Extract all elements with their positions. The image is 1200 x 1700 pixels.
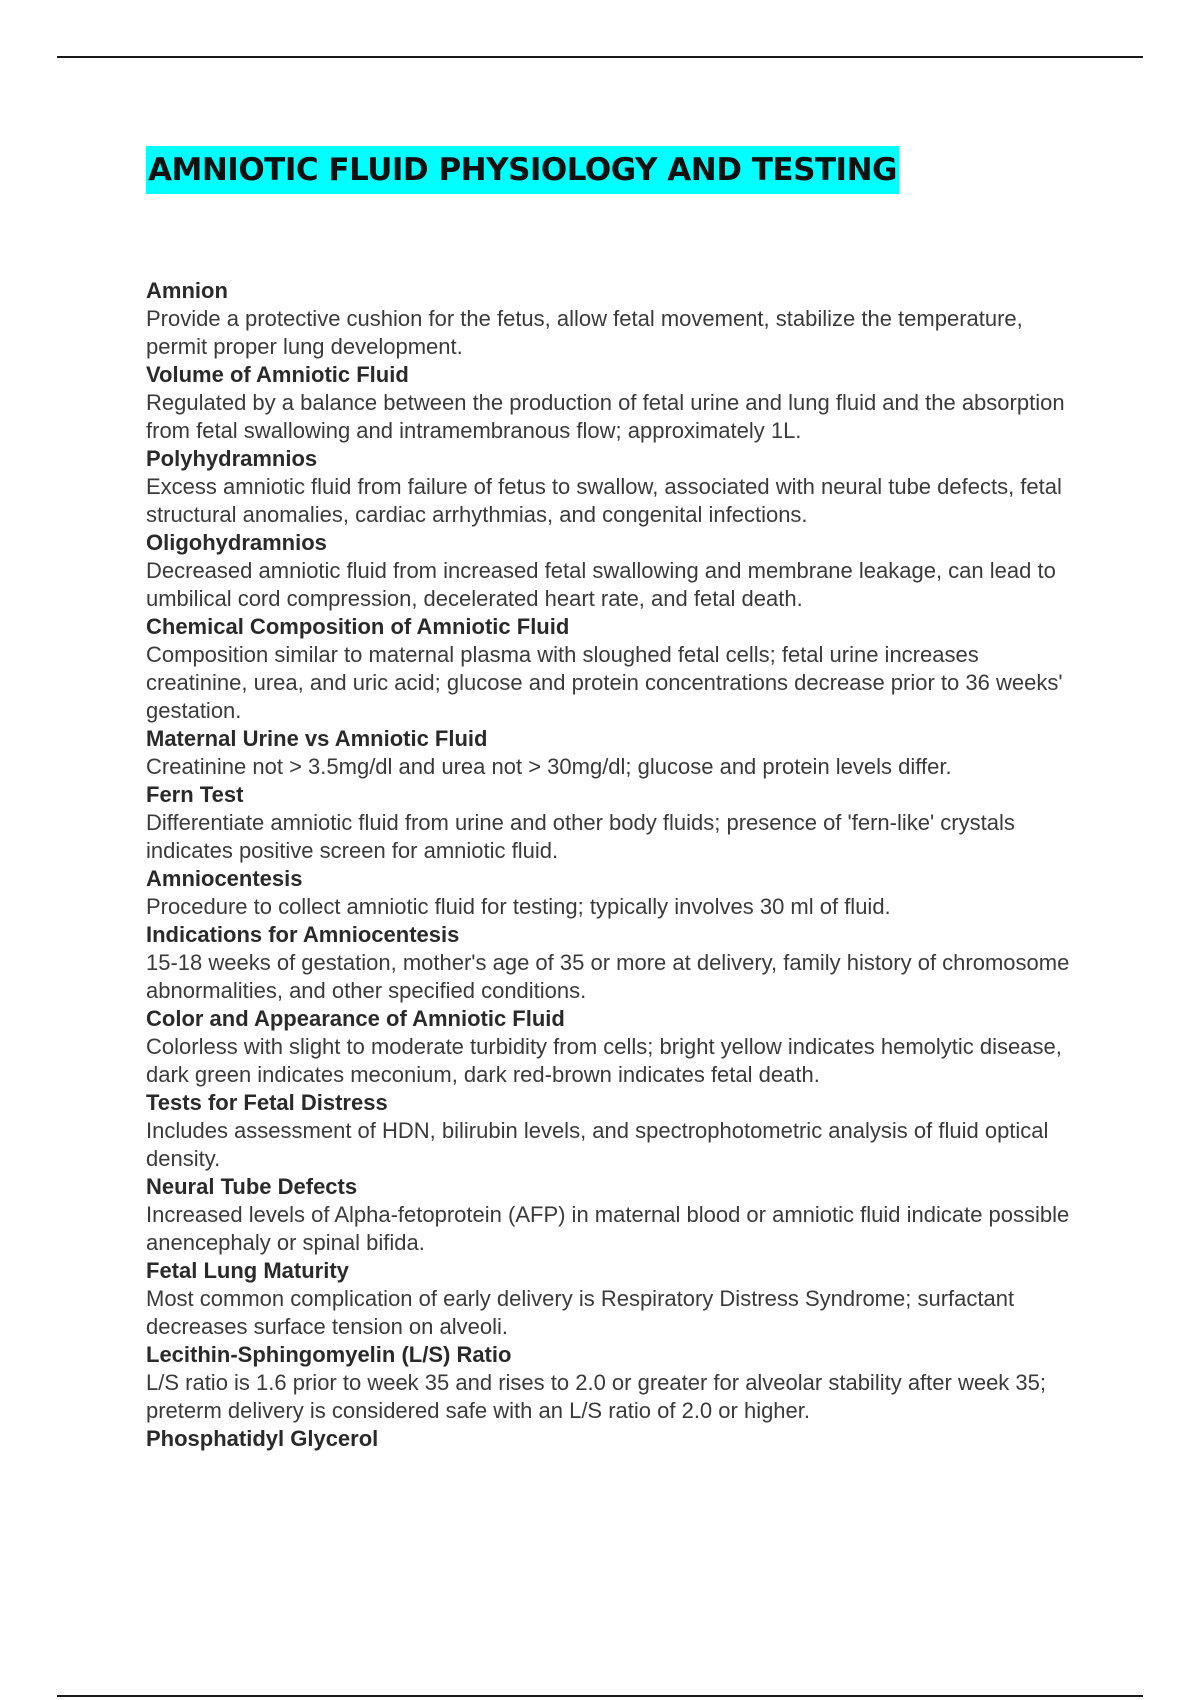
entry-definition: Regulated by a balance between the production of fetal urine and lung fluid and the absorption from fetal swallowing and intramembranous flow; approximately 1L. — [146, 390, 1065, 443]
glossary-entry-chemical-composition — [146, 613, 1086, 725]
glossary-entry-oligohydramnios — [146, 529, 1086, 613]
entry-definition: 15-18 weeks of gestation, mother's age of 35 or more at delivery, family history of chromosome abnormalities, and other specified conditions. — [146, 950, 1070, 1003]
entry-definition: Provide a protective cushion for the fetus, allow fetal movement, stabilize the temperature, permit proper lung development. — [146, 306, 1023, 359]
entry-term: Amniocentesis — [146, 866, 303, 891]
entry-term: Polyhydramnios — [146, 446, 318, 471]
glossary-entry-lung-maturity — [146, 1257, 1086, 1341]
glossary-entry-indications — [146, 921, 1086, 1005]
entry-term: Neural Tube Defects — [146, 1174, 358, 1199]
entry-term: Color and Appearance of Amniotic Fluid — [146, 1006, 565, 1031]
glossary-list — [146, 277, 1086, 1453]
glossary-entry-fern-test — [146, 781, 1086, 865]
entry-definition: L/S ratio is 1.6 prior to week 35 and rises to 2.0 or greater for alveolar stability after week 35; preterm delivery is considered safe with an L/S ratio of 2.0 or higher. — [146, 1370, 1047, 1423]
glossary-entry-maternal-urine — [146, 725, 1086, 781]
entry-term: Lecithin-Sphingomyelin (L/S) Ratio — [146, 1342, 512, 1367]
glossary-entry-polyhydramnios — [146, 445, 1086, 529]
entry-term: Fetal Lung Maturity — [146, 1258, 349, 1283]
glossary-entry-ls-ratio — [146, 1341, 1086, 1425]
entry-term: Chemical Composition of Amniotic Fluid — [146, 614, 570, 639]
entry-term: Oligohydramnios — [146, 530, 327, 555]
entry-term: Amnion — [146, 278, 228, 303]
entry-term: Fern Test — [146, 782, 244, 807]
entry-term: Volume of Amniotic Fluid — [146, 362, 409, 387]
entry-term: Tests for Fetal Distress — [146, 1090, 388, 1115]
entry-definition: Colorless with slight to moderate turbidity from cells; bright yellow indicates hemolytic disease, dark green indicates meconium, dark red-brown indicates fetal death. — [146, 1034, 1062, 1087]
bottom-divider — [57, 1695, 1143, 1697]
glossary-entry-color-appearance — [146, 1005, 1086, 1089]
glossary-entry-fetal-distress — [146, 1089, 1086, 1173]
entry-definition: Excess amniotic fluid from failure of fetus to swallow, associated with neural tube defects, fetal structural anomalies, cardiac arrhythmias, and congenital infections. — [146, 474, 1062, 527]
entry-definition: Decreased amniotic fluid from increased fetal swallowing and membrane leakage, can lead to umbilical cord compression, decelerated heart rate, and fetal death. — [146, 558, 1056, 611]
entry-definition: Increased levels of Alpha-fetoprotein (AFP) in maternal blood or amniotic fluid indicate possible anencephaly or spinal bifida. — [146, 1202, 1070, 1255]
glossary-entry-phosphatidyl-glycerol — [146, 1425, 1086, 1453]
entry-definition: Differentiate amniotic fluid from urine and other body fluids; presence of 'fern-like' crystals indicates positive screen for amniotic fluid. — [146, 810, 1015, 863]
entry-definition: Composition similar to maternal plasma with sloughed fetal cells; fetal urine increases creatinine, urea, and uric acid; glucose and protein concentrations decrease prior to 36 weeks' gestation. — [146, 642, 1063, 723]
entry-term: Maternal Urine vs Amniotic Fluid — [146, 726, 488, 751]
entry-definition: Includes assessment of HDN, bilirubin levels, and spectrophotometric analysis of fluid optical density. — [146, 1118, 1049, 1171]
glossary-entry-neural-tube — [146, 1173, 1086, 1257]
entry-term: Indications for Amniocentesis — [146, 922, 460, 947]
page-title: AMNIOTIC FLUID PHYSIOLOGY AND TESTING — [146, 146, 899, 194]
entry-definition: Creatinine not > 3.5mg/dl and urea not > 30mg/dl; glucose and protein levels differ. — [146, 754, 952, 779]
glossary-entry-amnion — [146, 277, 1086, 361]
top-divider — [57, 56, 1143, 58]
title-block — [146, 146, 899, 194]
entry-definition: Most common complication of early delivery is Respiratory Distress Syndrome; surfactant decreases surface tension on alveoli. — [146, 1286, 1015, 1339]
entry-definition: Procedure to collect amniotic fluid for testing; typically involves 30 ml of fluid. — [146, 894, 891, 919]
glossary-entry-volume — [146, 361, 1086, 445]
glossary-entry-amniocentesis — [146, 865, 1086, 921]
entry-term: Phosphatidyl Glycerol — [146, 1426, 379, 1451]
